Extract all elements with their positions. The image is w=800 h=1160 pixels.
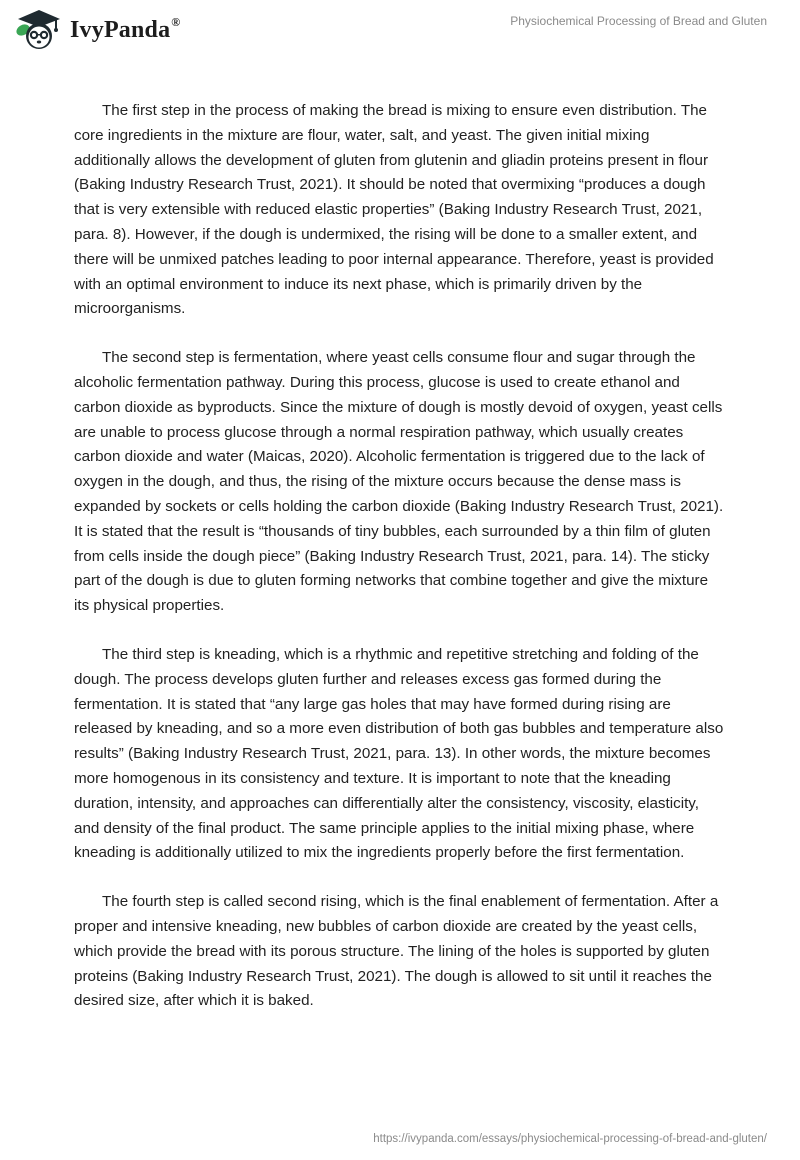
paragraph-kneading: The third step is kneading, which is a rhythmic and repetitive stretching and folding of the dough. The process develops gluten further and releases excess gas formed during the fermentation. It is stated that “any large gas holes that may have formed during rising are released by kneading, and so a more even distribution of both gas bubbles and temperature also results” (Baking Industry Research Trust, 2021, para. 13). In other words, the mixture becomes more homogenous in its consistency and texture. It is important to note that the kneading duration, intensity, and approaches can differentially alter the consistency, viscosity, elasticity, and density of the final product. The same principle applies to the initial mixing phase, where kneading is additionally utilized to mix the ingredients properly before the first fermentation. <box>74 645 724 862</box>
panda-icon <box>14 8 64 52</box>
paragraph-second-rising: The fourth step is called second rising, which is the final enablement of fermentation. After a proper and intensive kneading, new bubbles of carbon dioxide are created by the yeast cells, which provide the bread with its porous structure. The lining of the holes is supported by gluten proteins (Baking Industry Research Trust, 2021). The dough is allowed to sit until it reaches the desired size, after which it is baked. <box>74 893 719 1010</box>
logo-text: IvyPanda® <box>70 14 181 43</box>
registered-mark: ® <box>171 14 181 29</box>
document-title: Physiochemical Processing of Bread and Gluten <box>510 14 767 28</box>
paragraph-fermentation: The second step is fermentation, where yeast cells consume flour and sugar through the alcoholic fermentation pathway. During this process, glucose is used to create ethanol and carbon dioxide as byproducts. Since the mixture of dough is mostly devoid of oxygen, yeast cells are unable to process glucose through a normal respiration pathway, which usually creates carbon dioxide and water (Maicas, 2020). Alcoholic fermentation is triggered due to the lack of oxygen in the dough, and thus, the rising of the mixture occurs because the dense mass is expanded by sockets or cells holding the carbon dioxide (Baking Industry Research Trust, 2021). It is stated that the result is “thousands of tiny bubbles, each surrounded by a thin film of gluten from cells inside the dough piece” (Baking Industry Research Trust, 2021, para. 14). The sticky part of the dough is due to gluten forming networks that combine together and give the mixture its physical properties. <box>74 349 724 615</box>
page-header <box>0 0 800 60</box>
paragraph-mixing: The first step in the process of making the bread is mixing to ensure even distribution. The core ingredients in the mixture are flour, water, salt, and yeast. The given initial mixing additionally allows the development of gluten from glutenin and gliadin proteins present in flour (Baking Industry Research Trust, 2021). It should be noted that overmixing “produces a dough that is very extensible with reduced elastic properties” (Baking Industry Research Trust, 2021, para. 8). However, if the dough is undermixed, the rising will be done to a smaller extent, and there will be unmixed patches leading to poor internal appearance. Therefore, yeast is provided with an optimal environment to induce its next phase, which is primarily driven by the microorganisms. <box>74 102 714 318</box>
source-url[interactable]: https://ivypanda.com/essays/physiochemical-processing-of-bread-and-gluten/ <box>373 1133 767 1145</box>
ivypanda-logo[interactable] <box>14 8 180 52</box>
essay-body <box>74 99 726 1038</box>
